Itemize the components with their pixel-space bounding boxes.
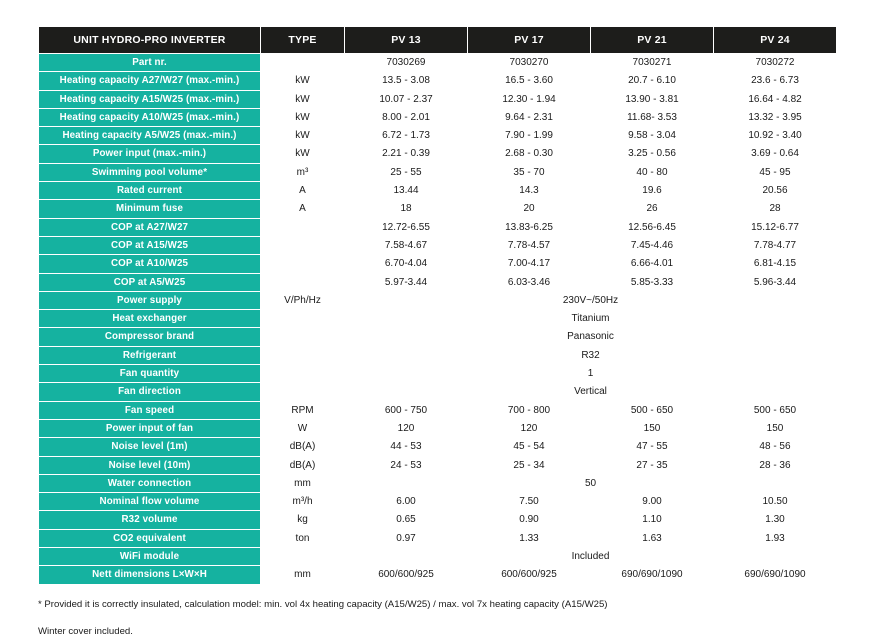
row-unit: mm — [261, 566, 345, 584]
row-value: 1.33 — [468, 529, 591, 547]
table-row — [39, 548, 837, 566]
table-row — [39, 200, 837, 218]
table-row — [39, 438, 837, 456]
specification-table — [38, 26, 837, 585]
table-row — [39, 493, 837, 511]
row-value: 18 — [345, 200, 468, 218]
row-unit — [261, 54, 345, 72]
row-value: 20.56 — [714, 182, 837, 200]
row-label: Heating capacity A27/W27 (max.-min.) — [39, 72, 261, 90]
row-value: 28 — [714, 200, 837, 218]
row-label: Heating capacity A15/W25 (max.-min.) — [39, 90, 261, 108]
row-value: 500 - 650 — [591, 401, 714, 419]
row-value: 1.10 — [591, 511, 714, 529]
row-value-merged: Titanium — [345, 310, 837, 328]
row-label: Power supply — [39, 291, 261, 309]
row-value: 12.30 - 1.94 — [468, 90, 591, 108]
row-unit: kW — [261, 145, 345, 163]
row-value: 7030272 — [714, 54, 837, 72]
table-body — [39, 54, 837, 585]
row-unit — [261, 328, 345, 346]
row-unit — [261, 365, 345, 383]
row-label: Fan direction — [39, 383, 261, 401]
table-row — [39, 346, 837, 364]
row-value: 10.07 - 2.37 — [345, 90, 468, 108]
row-unit: kW — [261, 127, 345, 145]
row-label: Power input (max.-min.) — [39, 145, 261, 163]
row-unit: A — [261, 200, 345, 218]
notes-block — [38, 599, 836, 637]
row-value: 690/690/1090 — [591, 566, 714, 584]
table-row — [39, 419, 837, 437]
row-value: 120 — [345, 419, 468, 437]
row-value: 0.65 — [345, 511, 468, 529]
row-value: 150 — [714, 419, 837, 437]
row-value: 8.00 - 2.01 — [345, 108, 468, 126]
row-unit: kW — [261, 108, 345, 126]
row-value-merged: Panasonic — [345, 328, 837, 346]
row-label: Compressor brand — [39, 328, 261, 346]
row-value: 10.92 - 3.40 — [714, 127, 837, 145]
table-row — [39, 90, 837, 108]
row-value: 12.72-6.55 — [345, 218, 468, 236]
row-value: 28 - 36 — [714, 456, 837, 474]
row-value: 3.69 - 0.64 — [714, 145, 837, 163]
winter-cover-text: Winter cover included. — [38, 625, 133, 637]
row-value: 7.00-4.17 — [468, 255, 591, 273]
column-header-type: TYPE — [261, 27, 345, 54]
row-value: 500 - 650 — [714, 401, 837, 419]
row-value: 14.3 — [468, 182, 591, 200]
row-label: WiFi module — [39, 548, 261, 566]
table-row — [39, 529, 837, 547]
table-row — [39, 566, 837, 584]
row-value: 7.58-4.67 — [345, 236, 468, 254]
row-value: 2.21 - 0.39 — [345, 145, 468, 163]
row-unit: ton — [261, 529, 345, 547]
row-unit — [261, 346, 345, 364]
row-value: 5.97-3.44 — [345, 273, 468, 291]
row-value: 7.90 - 1.99 — [468, 127, 591, 145]
table-row — [39, 456, 837, 474]
row-value: 10.50 — [714, 493, 837, 511]
row-value: 1.93 — [714, 529, 837, 547]
table-row — [39, 310, 837, 328]
row-value: 1.30 — [714, 511, 837, 529]
table-row — [39, 236, 837, 254]
row-value: 600/600/925 — [345, 566, 468, 584]
table-row — [39, 273, 837, 291]
row-value: 3.25 - 0.56 — [591, 145, 714, 163]
row-value: 23.6 - 6.73 — [714, 72, 837, 90]
row-value: 13.83-6.25 — [468, 218, 591, 236]
row-value: 6.81-4.15 — [714, 255, 837, 273]
row-label: COP at A27/W27 — [39, 218, 261, 236]
row-value: 13.90 - 3.81 — [591, 90, 714, 108]
row-value: 11.68- 3.53 — [591, 108, 714, 126]
row-unit: dB(A) — [261, 438, 345, 456]
table-row — [39, 108, 837, 126]
row-value: 600 - 750 — [345, 401, 468, 419]
row-label: COP at A5/W25 — [39, 273, 261, 291]
row-value: 120 — [468, 419, 591, 437]
row-unit — [261, 310, 345, 328]
column-header-pv17: PV 17 — [468, 27, 591, 54]
row-value: 16.64 - 4.82 — [714, 90, 837, 108]
row-unit — [261, 383, 345, 401]
row-value: 45 - 95 — [714, 163, 837, 181]
row-label: Noise level (10m) — [39, 456, 261, 474]
table-row — [39, 145, 837, 163]
row-value: 700 - 800 — [468, 401, 591, 419]
row-unit: m³ — [261, 163, 345, 181]
row-value: 5.85-3.33 — [591, 273, 714, 291]
row-label: Nett dimensions L×W×H — [39, 566, 261, 584]
column-header-pv13: PV 13 — [345, 27, 468, 54]
row-value: 7030269 — [345, 54, 468, 72]
table-row — [39, 255, 837, 273]
row-value: 7.78-4.77 — [714, 236, 837, 254]
row-value: 9.64 - 2.31 — [468, 108, 591, 126]
table-row — [39, 383, 837, 401]
row-value: 9.58 - 3.04 — [591, 127, 714, 145]
table-row — [39, 401, 837, 419]
row-value: 25 - 34 — [468, 456, 591, 474]
row-value: 7030270 — [468, 54, 591, 72]
row-label: Nominal flow volume — [39, 493, 261, 511]
row-value: 150 — [591, 419, 714, 437]
row-label: Minimum fuse — [39, 200, 261, 218]
row-value: 7030271 — [591, 54, 714, 72]
row-value: 6.03-3.46 — [468, 273, 591, 291]
row-unit: m³/h — [261, 493, 345, 511]
row-value-merged: R32 — [345, 346, 837, 364]
table-row — [39, 127, 837, 145]
row-label: CO2 equivalent — [39, 529, 261, 547]
row-value: 44 - 53 — [345, 438, 468, 456]
row-value: 13.32 - 3.95 — [714, 108, 837, 126]
row-value: 24 - 53 — [345, 456, 468, 474]
row-value: 5.96-3.44 — [714, 273, 837, 291]
row-value: 25 - 55 — [345, 163, 468, 181]
row-label: Rated current — [39, 182, 261, 200]
row-value: 2.68 - 0.30 — [468, 145, 591, 163]
row-unit — [261, 236, 345, 254]
row-value: 0.90 — [468, 511, 591, 529]
row-value: 1.63 — [591, 529, 714, 547]
row-value: 19.6 — [591, 182, 714, 200]
row-value-merged: Included — [345, 548, 837, 566]
row-unit — [261, 548, 345, 566]
table-row — [39, 182, 837, 200]
row-unit: kW — [261, 72, 345, 90]
row-value: 15.12-6.77 — [714, 218, 837, 236]
row-value-merged: Vertical — [345, 383, 837, 401]
row-value-merged: 50 — [345, 474, 837, 492]
row-value: 9.00 — [591, 493, 714, 511]
table-row — [39, 474, 837, 492]
row-unit: kg — [261, 511, 345, 529]
row-label: Part nr. — [39, 54, 261, 72]
table-row — [39, 511, 837, 529]
row-unit: V/Ph/Hz — [261, 291, 345, 309]
table-header-row — [39, 27, 837, 54]
row-value: 7.78-4.57 — [468, 236, 591, 254]
row-value: 47 - 55 — [591, 438, 714, 456]
table-row — [39, 328, 837, 346]
row-label: Fan quantity — [39, 365, 261, 383]
row-value: 26 — [591, 200, 714, 218]
row-label: Heat exchanger — [39, 310, 261, 328]
table-row — [39, 72, 837, 90]
row-unit: kW — [261, 90, 345, 108]
row-label: Noise level (1m) — [39, 438, 261, 456]
row-label: R32 volume — [39, 511, 261, 529]
row-value: 12.56-6.45 — [591, 218, 714, 236]
row-value-merged: 230V~/50Hz — [345, 291, 837, 309]
row-unit — [261, 218, 345, 236]
footnote-text: * Provided it is correctly insulated, calculation model: min. vol 4x heating capacity (A15/W25) / max. vol 7x heating capacity (A15/W25) — [38, 598, 608, 610]
row-value: 16.5 - 3.60 — [468, 72, 591, 90]
column-header-pv24: PV 24 — [714, 27, 837, 54]
row-label: Fan speed — [39, 401, 261, 419]
row-value: 6.66-4.01 — [591, 255, 714, 273]
row-label: Heating capacity A10/W25 (max.-min.) — [39, 108, 261, 126]
row-value: 13.44 — [345, 182, 468, 200]
row-unit — [261, 255, 345, 273]
row-value: 600/600/925 — [468, 566, 591, 584]
row-label: Water connection — [39, 474, 261, 492]
table-row — [39, 291, 837, 309]
row-value: 35 - 70 — [468, 163, 591, 181]
row-value: 7.45-4.46 — [591, 236, 714, 254]
row-label: Power input of fan — [39, 419, 261, 437]
column-header-unit: UNIT HYDRO-PRO INVERTER — [39, 27, 261, 54]
row-label: Swimming pool volume* — [39, 163, 261, 181]
row-label: Refrigerant — [39, 346, 261, 364]
row-label: Heating capacity A5/W25 (max.-min.) — [39, 127, 261, 145]
row-value: 13.5 - 3.08 — [345, 72, 468, 90]
row-label: COP at A15/W25 — [39, 236, 261, 254]
row-unit: RPM — [261, 401, 345, 419]
row-value: 6.70-4.04 — [345, 255, 468, 273]
row-value: 690/690/1090 — [714, 566, 837, 584]
row-value-merged: 1 — [345, 365, 837, 383]
row-unit: W — [261, 419, 345, 437]
row-value: 6.00 — [345, 493, 468, 511]
row-value: 48 - 56 — [714, 438, 837, 456]
row-label: COP at A10/W25 — [39, 255, 261, 273]
column-header-pv21: PV 21 — [591, 27, 714, 54]
row-value: 20.7 - 6.10 — [591, 72, 714, 90]
row-value: 40 - 80 — [591, 163, 714, 181]
row-unit — [261, 273, 345, 291]
row-unit: mm — [261, 474, 345, 492]
row-unit: dB(A) — [261, 456, 345, 474]
row-value: 20 — [468, 200, 591, 218]
row-value: 27 - 35 — [591, 456, 714, 474]
table-row — [39, 218, 837, 236]
table-row — [39, 163, 837, 181]
row-value: 6.72 - 1.73 — [345, 127, 468, 145]
row-unit: A — [261, 182, 345, 200]
row-value: 7.50 — [468, 493, 591, 511]
row-value: 0.97 — [345, 529, 468, 547]
row-value: 45 - 54 — [468, 438, 591, 456]
table-row — [39, 365, 837, 383]
table-row — [39, 54, 837, 72]
